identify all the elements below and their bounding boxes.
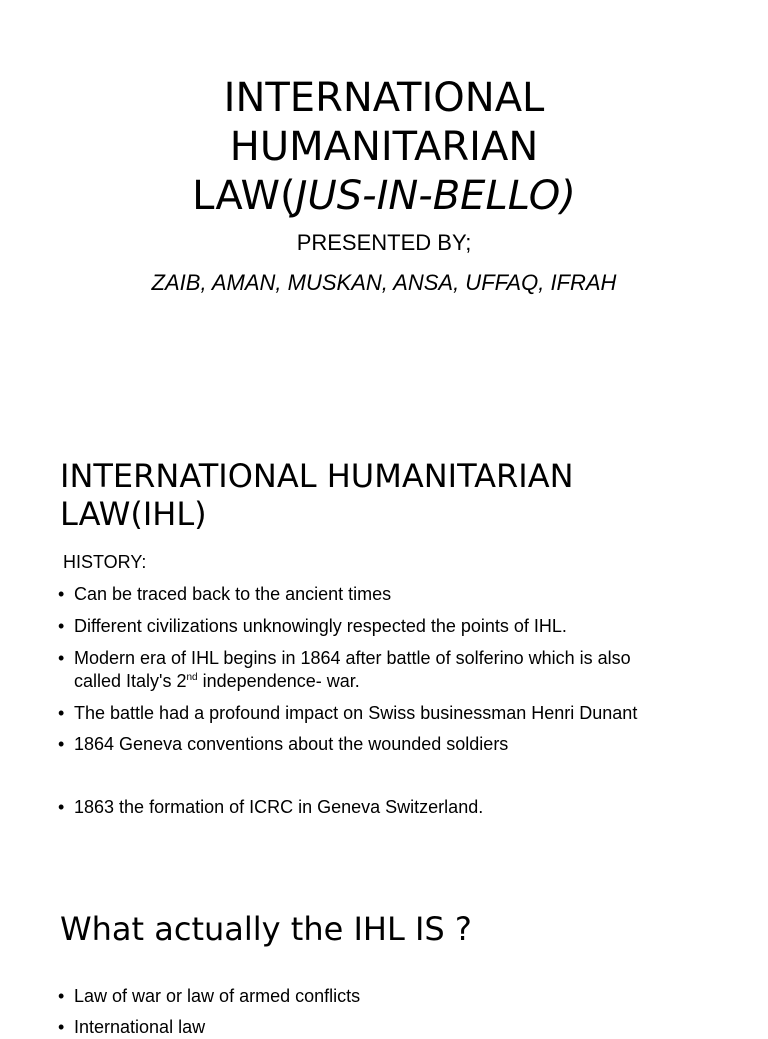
- main-title-line-3: [0, 172, 768, 221]
- bullet-dot: •: [58, 648, 65, 668]
- list-item: [58, 733, 718, 756]
- bullet-dot: •: [58, 1017, 65, 1037]
- list-item-text: International law: [74, 1017, 206, 1037]
- list-item: [58, 702, 718, 725]
- bullet-dot: •: [58, 797, 65, 817]
- list-item-text-part: called Italy's 2: [74, 671, 187, 691]
- section-title-ihl: [60, 457, 740, 533]
- main-title-line-3-plain: LAW(: [192, 173, 296, 219]
- section-title-line-1: INTERNATIONAL HUMANITARIAN: [60, 457, 574, 495]
- bullet-dot: •: [58, 986, 65, 1006]
- list-item-text: Can be traced back to the ancient times: [74, 584, 392, 604]
- list-item: [58, 583, 718, 606]
- presented-by-label: PRESENTED BY;: [296, 230, 472, 255]
- bullet-dot: •: [58, 734, 65, 754]
- section-title-line-2: LAW(IHL): [60, 495, 207, 533]
- section-title-what-is-ihl: What actually the IHL IS ?: [60, 910, 472, 948]
- main-title-line-2: HUMANITARIAN: [229, 124, 539, 170]
- list-item: [58, 647, 718, 693]
- list-item: [58, 1016, 718, 1039]
- title-slide: [0, 0, 768, 400]
- author-names: ZAIB, AMAN, MUSKAN, ANSA, UFFAQ, IFRAH: [151, 270, 617, 295]
- list-item-text-continued: [74, 670, 718, 693]
- list-item: [58, 985, 718, 1008]
- main-title-line-3-italic: JUS-IN-BELLO): [295, 173, 576, 219]
- main-title: [0, 74, 768, 221]
- bullet-dot: •: [58, 703, 65, 723]
- history-subheading: HISTORY:: [63, 552, 147, 572]
- main-title-line-1: INTERNATIONAL: [223, 75, 545, 121]
- list-item-text: Different civilizations unknowingly respected the points of IHL.: [74, 616, 567, 636]
- list-item-text: 1864 Geneva conventions about the wounded soldiers: [74, 734, 509, 754]
- ordinal-superscript: nd: [186, 672, 198, 683]
- list-item: [58, 615, 718, 638]
- list-item: [58, 796, 718, 819]
- list-item-text: Modern era of IHL begins in 1864 after battle of solferino which is also: [74, 648, 631, 668]
- bullet-dot: •: [58, 616, 65, 636]
- list-item-text-part: independence- war.: [197, 671, 360, 691]
- list-item-text: The battle had a profound impact on Swiss businessman Henri Dunant: [74, 703, 638, 723]
- bullet-dot: •: [58, 584, 65, 604]
- list-item-text: Law of war or law of armed conflicts: [74, 986, 361, 1006]
- list-item-text: 1863 the formation of ICRC in Geneva Switzerland.: [74, 797, 484, 817]
